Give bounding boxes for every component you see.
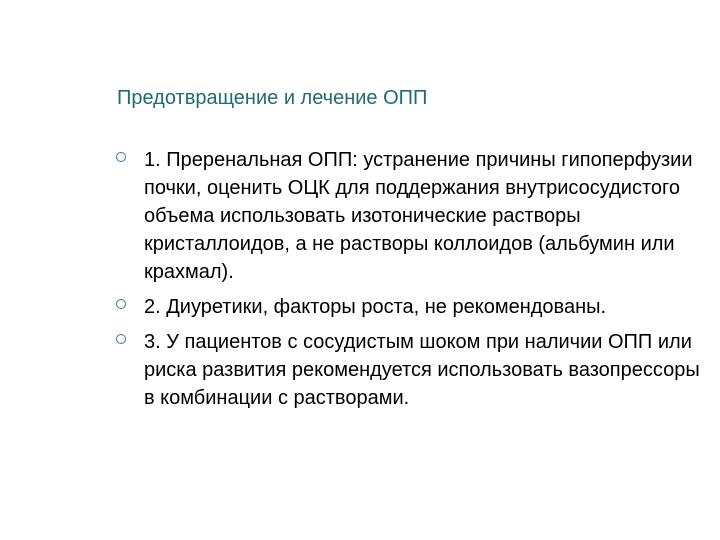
hollow-circle-bullet-icon [116,334,126,344]
bullet-item-3 [116,328,706,412]
slide-title: Предотвращение и лечение ОПП [117,87,428,109]
bullet-text: 3. У пациентов с сосудистым шоком при наличии ОПП или риска развития рекомендуется использовать вазопрессоры в комбинации с растворами. [144,331,700,409]
bullet-item-1 [116,146,706,286]
hollow-circle-bullet-icon [116,152,126,162]
bullet-item-2 [116,293,706,321]
hollow-circle-bullet-icon [116,299,126,309]
bullet-list [116,146,706,419]
bullet-text: 1. Преренальная ОПП: устранение причины гипоперфузии почки, оценить ОЦК для поддержания внутрисосудистого объема использовать изотонические растворы кристаллоидов, а не растворы коллоидов (альбумин или крахмал). [144,149,693,283]
bullet-text: 2. Диуретики, факторы роста, не рекомендованы. [144,296,607,318]
